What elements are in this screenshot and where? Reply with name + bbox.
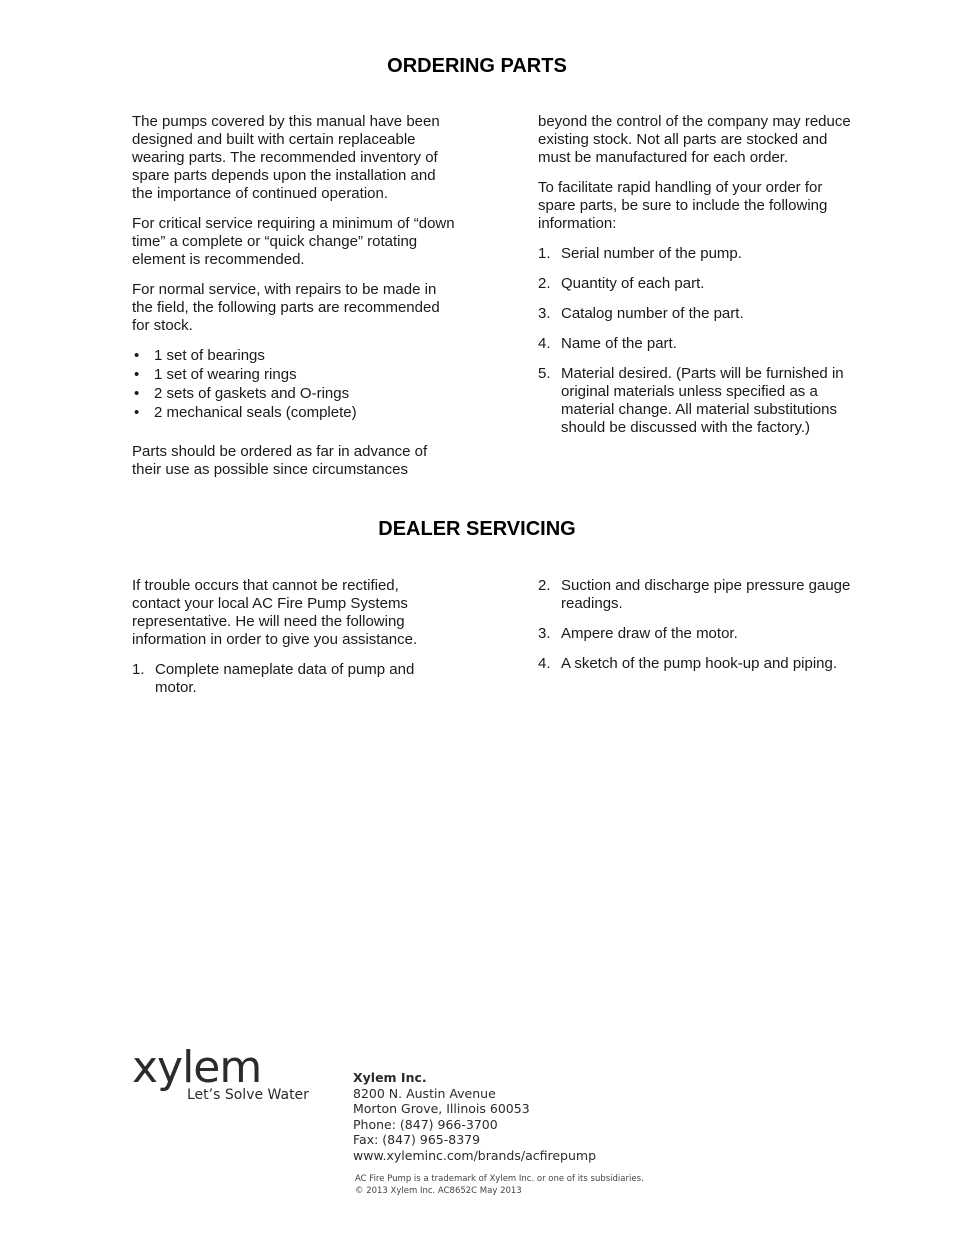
dealer-intro: If trouble occurs that cannot be rectified, contact your local AC Fire Pump Systems representative. He will need the following information in order to give you assistance. <box>132 577 418 648</box>
dealer-info-list-continued <box>538 577 863 673</box>
ordering-parts-heading: ORDERING PARTS <box>387 55 567 77</box>
ordering-right-column <box>538 113 863 449</box>
phone-number: Phone: (847) 966-3700 <box>353 1116 498 1132</box>
list-text: Ampere draw of the motor. <box>561 625 738 642</box>
address-line-1: 8200 N. Austin Avenue <box>353 1085 496 1101</box>
list-item: • 1 set of bearings <box>132 347 457 365</box>
list-text: Name of the part. <box>561 335 677 352</box>
list-number: 3. <box>538 625 551 642</box>
ordering-left-column <box>132 113 457 491</box>
logo-wordmark: xylem <box>132 1042 262 1093</box>
website-url: www.xyleminc.com/brands/acfirepump <box>353 1147 597 1163</box>
xylem-logo <box>132 1042 309 1103</box>
list-item <box>538 365 863 437</box>
list-item <box>538 577 863 613</box>
list-text: Quantity of each part. <box>561 275 705 292</box>
list-text: Material desired. (Parts will be furnished in original materials unless specified as a material change. All material substitutions should be discussed with the factory.) <box>561 365 844 436</box>
address-line-2: Morton Grove, Illinois 60053 <box>353 1101 530 1116</box>
copyright-notice: © 2013 Xylem Inc. AC8652C May 2013 <box>355 1186 522 1196</box>
list-text: A sketch of the pump hook-up and piping. <box>561 655 838 672</box>
list-item <box>538 625 863 643</box>
logo-tagline: Let’s Solve Water <box>187 1087 309 1103</box>
trademark-notice: AC Fire Pump is a trademark of Xylem Inc. or one of its subsidiaries. <box>355 1174 644 1184</box>
list-text: Catalog number of the part. <box>561 305 744 322</box>
list-item <box>538 245 863 263</box>
list-number: 2. <box>538 275 551 292</box>
list-item <box>538 335 863 353</box>
facilitate-paragraph: To facilitate rapid handling of your order for spare parts, be sure to include the following information: <box>538 179 828 232</box>
dealer-left-column <box>132 577 432 709</box>
company-address <box>353 1070 596 1163</box>
list-item: • 2 sets of gaskets and O-rings <box>132 385 457 403</box>
list-item <box>538 275 863 293</box>
company-name: Xylem Inc. <box>353 1070 427 1085</box>
stock-parts-list <box>132 347 457 422</box>
list-text: Serial number of the pump. <box>561 245 742 262</box>
order-info-list <box>538 245 863 437</box>
order-advance-paragraph: Parts should be ordered as far in advance of their use as possible since circumstances <box>132 443 428 478</box>
ordering-intro: The pumps covered by this manual have been designed and built with certain replaceable wearing parts. The recommended inventory of spare parts depends upon the installation and the importance of continued operation. <box>132 113 440 202</box>
list-number: 4. <box>538 655 551 672</box>
critical-service-paragraph: For critical service requiring a minimum of “down time” a complete or “quick change” rotating element is recommended. <box>132 215 455 268</box>
list-number: 1. <box>538 245 551 262</box>
list-item: • 1 set of wearing rings <box>132 366 457 384</box>
list-item <box>538 655 863 673</box>
list-number: 2. <box>538 577 551 594</box>
list-number: 3. <box>538 305 551 322</box>
list-item <box>538 305 863 323</box>
fax-number: Fax: (847) 965-8379 <box>353 1132 481 1147</box>
list-item <box>132 661 432 697</box>
list-text: Complete nameplate data of pump and motor. <box>155 661 415 696</box>
dealer-servicing-heading: DEALER SERVICING <box>378 518 576 540</box>
order-advance-continued: beyond the control of the company may reduce existing stock. Not all parts are stocked and must be manufactured for each order. <box>538 113 851 166</box>
dealer-right-column <box>538 577 863 685</box>
list-text: Suction and discharge pipe pressure gauge readings. <box>561 577 851 612</box>
normal-service-paragraph: For normal service, with repairs to be made in the field, the following parts are recommended for stock. <box>132 281 440 334</box>
list-item: • 2 mechanical seals (complete) <box>132 404 457 422</box>
list-number: 4. <box>538 335 551 352</box>
dealer-info-list <box>132 661 432 697</box>
legal-notice <box>355 1173 644 1197</box>
list-number: 5. <box>538 365 551 382</box>
list-number: 1. <box>132 661 145 678</box>
